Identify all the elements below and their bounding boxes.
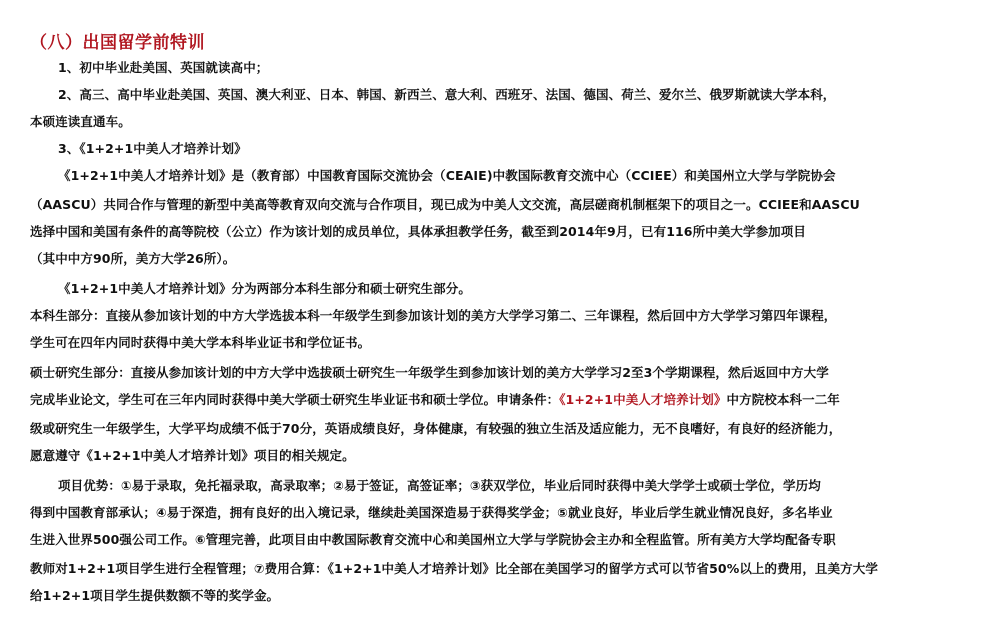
undergrad-line-1: 本科生部分：直接从参加该计划的中方大学选拔本科一年级学生到参加该计划的美方大学学习第二、三年课程，然后回中方大学学习第四年课程， [30, 308, 837, 323]
master-line-3: 级或研究生一年级学生，大学平均成绩不低于70分，英语成绩良好，身体健康，有较强的独立生活及适应能力，无不良嗜好，有良好的经济能力， [30, 421, 842, 436]
intro-line-1: 《1+2+1中美人才培养计划》是（教育部）中国教育国际交流协会（CEAIE)中教国际教育交流中心（CCIEE）和美国州立大学与学院协会 [58, 168, 836, 183]
list-item-3: 3、《1+2+1中美人才培养计划》 [58, 141, 247, 156]
advantage-line-2: 得到中国教育部承认；④易于深造，拥有良好的出入境记录，继续赴美国深造易于获得奖学金；⑤就业良好，毕业后学生就业情况良好，多名毕业 [30, 505, 833, 520]
intro-line-4: （其中中方90所，美方大学26所）。 [30, 251, 236, 266]
advantage-line-1: 项目优势：①易于录取，免托福录取，高录取率；②易于签证，高签证率；③获双学位，毕业后同时获得中美大学学士或硕士学位，学历均 [58, 478, 821, 493]
program-name-highlight: 《1+2+1中美人才培养计划》 [559, 392, 727, 407]
advantage-line-4: 教师对1+2+1项目学生进行全程管理；⑦费用合算：《1+2+1中美人才培养计划》比全部在美国学习的留学方式可以节省50%以上的费用，且美方大学 [30, 561, 878, 576]
section-heading: （八）出国留学前特训 [30, 33, 205, 53]
list-item-2: 2、高三、高中毕业赴美国、英国、澳大利亚、日本、韩国、新西兰、意大利、西班牙、法国、德国、荷兰、爱尔兰、俄罗斯就读大学本科， [58, 87, 836, 102]
master-line-2-text: 完成毕业论文，学生可在三年内同时获得中美大学硕士研究生毕业证书和硕士学位。申请条件： [30, 392, 560, 407]
master-line-4: 愿意遵守《1+2+1中美人才培养计划》项目的相关规定。 [30, 448, 355, 463]
intro-line-3: 选择中国和美国有条件的高等院校（公立）作为该计划的成员单位，具体承担教学任务，截至到2014年9月，已有116所中美大学参加项目 [30, 224, 806, 239]
advantage-line-3: 生进入世界500强公司工作。⑥管理完善，此项目由中教国际教育交流中心和美国州立大学与学院协会主办和全程监管。所有美方大学均配备专职 [30, 532, 836, 547]
master-line-2 [30, 390, 840, 410]
list-item-1: 1、初中毕业赴美国、英国就读高中； [58, 60, 269, 75]
parts-line: 《1+2+1中美人才培养计划》分为两部分本科生部分和硕士研究生部分。 [58, 281, 471, 296]
undergrad-line-2: 学生可在四年内同时获得中美大学本科毕业证书和学位证书。 [30, 335, 371, 350]
advantage-line-5: 给1+2+1项目学生提供数额不等的奖学金。 [30, 588, 280, 603]
list-item-2-cont: 本硕连读直通车。 [30, 114, 131, 129]
master-line-2-tail: 中方院校本科一二年 [726, 392, 840, 407]
master-line-1: 硕士研究生部分：直接从参加该计划的中方大学中选拔硕士研究生一年级学生到参加该计划的美方大学学习2至3个学期课程，然后返回中方大学 [30, 365, 829, 380]
intro-line-2: （AASCU）共同合作与管理的新型中美高等教育双向交流与合作项目，现已成为中美人文交流，高层磋商机制框架下的项目之一。CCIEE和AASCU [30, 197, 860, 212]
